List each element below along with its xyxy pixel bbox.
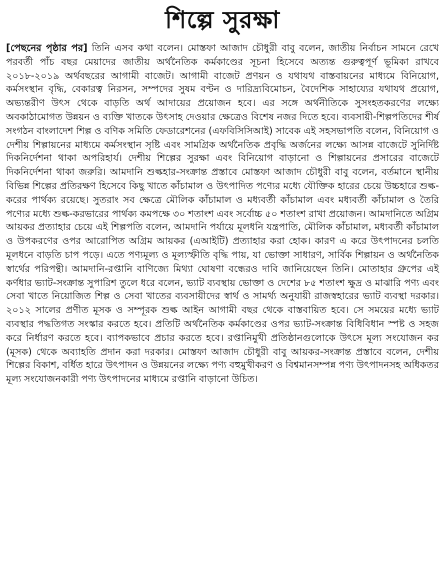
article-headline: শিল্পে সুরক্ষা [165, 6, 280, 34]
continuation-marker: [পেছনের পৃষ্ঠার পর] [6, 43, 88, 54]
article-body-text: তিনি এসব কথা বলেন। মোস্তফা আজাদ চৌধুরী বাবু বলেন, জাতীয় নির্বাচন সামনে রেখে পরবর্তী পাঁচ বছর মেয়াদের জাতীয় অর্থনৈতিক কর্মকাণ্ডের সূচনা হিসেবে অত্যন্ত গুরুত্বপূর্ণ ভূমিকা রাখবে ২০১৮-২০১৯ অর্থবছরের আগামী বাজেট। আগামী বাজেট প্রণয়ন ও যথাযথ বাস্তবায়নের মাধ্যমে বিনিয়োগ, কর্মসংস্থান বৃদ্ধি, বেকারত্ব নিরসন, সম্পদের সুষম বণ্টন ও দারিদ্র্যবিমোচন, বৈদেশিক সাহায্যের যথাযথ প্রয়োগ, অভ্যন্তরীণ উৎস থেকে বাড়তি অর্থ আদায়ের প্রয়োজন হবে। এর সঙ্গে অর্থনীতিকে সুসংহতকরণের লক্ষ্যে অবকাঠামোগত উন্নয়ন ও ব্যক্তি খাতকে উৎসাহ দেওয়ার ক্ষেত্রেও বিশেষ নজর দিতে হবে। ব্যবসায়ী-শিল্পপতিদের শীর্ষ সংগঠন বাংলাদেশ শিল্প ও বণিক সমিতি ফেডারেশনের (এফবিসিসিআই) সাবেক এই সহসভাপতি বলেন, বিনিয়োগ ও দেশীয় শিল্পায়নের মাধ্যমে কর্মসংস্থান সৃষ্টি এবং সামগ্রিক অর্থনৈতিক প্রবৃদ্ধি অর্জনের লক্ষ্যে আসন্ন বাজেটে সুনির্দিষ্ট দিকনির্দেশনা থাকা অপরিহার্য। দেশীয় শিল্পের সুরক্ষা এবং বিনিয়োগ বাড়ানো ও শিল্পায়নের প্রসারের বাজেটে দিকনির্দেশনা থাকা জরুরি। আমদানি শুল্কহার-সংক্রান্ত প্রস্তাবে মোস্তফা আজাদ চৌধুরী বাবু বলেন, বর্তমানে স্থানীয় বিভিন্ন শিল্পের প্রতিরক্ষণ হিসেবে কিছু খাতে কাঁচামাল ও উৎপাদিত পণ্যের মধ্যে যৌক্তিক হারের চেয়ে উচ্চহারে শুল্ক-করের পার্থক্য রয়েছে। সুতরাং সব ক্ষেত্রে মৌলিক কাঁচামাল ও মধ্যবর্তী কাঁচামাল এবং মধ্যবর্তী কাঁচামাল ও তৈরি পণ্যের মধ্যে শুল্ক-করভারের পার্থক্য কমপক্ষে ৩০ শতাংশ এবং সর্বোচ্চ ৫০ শতাংশ রাখা প্রয়োজন। আমদানিতে অগ্রিম আয়কর প্রত্যাহার চেয়ে এই শিল্পপতি বলেন, আমদানি পর্যায়ে মূলধনি যন্ত্রপাতি, মৌলিক কাঁচামাল, মধ্যবর্তী কাঁচামাল ও উপকরণের ওপর আরোপিত অগ্রিম আয়কর (এআইটি) প্রত্যাহার করা হোক। কারণ এ করে উৎপাদনের চলতি মূলধনে বাড়তি চাপ পড়ে। এতে পণ্যমূল্য ও মূল্যস্ফীতি বৃদ্ধি পায়, যা ভোক্তা সাধারণ, সার্বিক শিল্পায়ন ও অর্থনৈতিক স্বার্থের পরিপন্থী। আমদানি-রপ্তানি বাণিজ্যে মিথ্যা ঘোষণা বন্ধেরও দাবি জানিয়েছেন তিনি। মোতাহার গ্রুপের এই কর্ণধার ভ্যাট-সংক্রান্ত সুপারিশ তুলে ধরে বলেন, ভ্যাট ব্যবস্থায় ভোক্তা ও দেশের ৮৫ শতাংশ ক্ষুদ্র ও মাঝারি পণ্য এবং সেবা খাতে নিয়োজিত শিল্প ও সেবা খাতের ব্যবসায়ীদের স্বার্থ ও সামর্থ্য অনুযায়ী রাজস্বহারের ভ্যাট ব্যবস্থা দরকার। ২০১২ সালের প্রণীত মূসক ও সম্পূরক শুল্ক আইন আগামী বছর থেকে বাস্তবায়িত হবে। সে সময়ের মধ্যে ভ্যাট ব্যবস্থার পদ্ধতিগত সংস্কার করতে হবে। প্রতিটি অর্থনৈতিক কর্মকাণ্ডের ওপর ভ্যাট-সংক্রান্ত বিধিবিধান স্পষ্ট ও সহজ করে নির্ধারণ করতে হবে। ব্যাপকভাবে প্রচার করতে হবে। রপ্তানিমুখী প্রতিষ্ঠানগুলোকে উৎসে মূল্য সংযোজন কর (মূসক) থেকে অব্যাহতি প্রদান করা দরকার। মোস্তফা আজাদ চৌধুরী বাবু আয়কর-সংক্রান্ত প্রস্তাবে বলেন, দেশীয় শিল্পের বিকাশ, বর্ধিত হারে উৎপাদন ও উন্নয়নের লক্ষ্যে পণ্য বহুমুখীকরণ ও বিশ্বমানসম্পন্ন পণ্য উৎপাদনসহ অধিকতর মূল্য সংযোজনকারী পণ্য উৎপাদনের মাধ্যমে রপ্তানি বাড়ানো উচিত। [6, 43, 439, 386]
article-body [6, 42, 439, 387]
